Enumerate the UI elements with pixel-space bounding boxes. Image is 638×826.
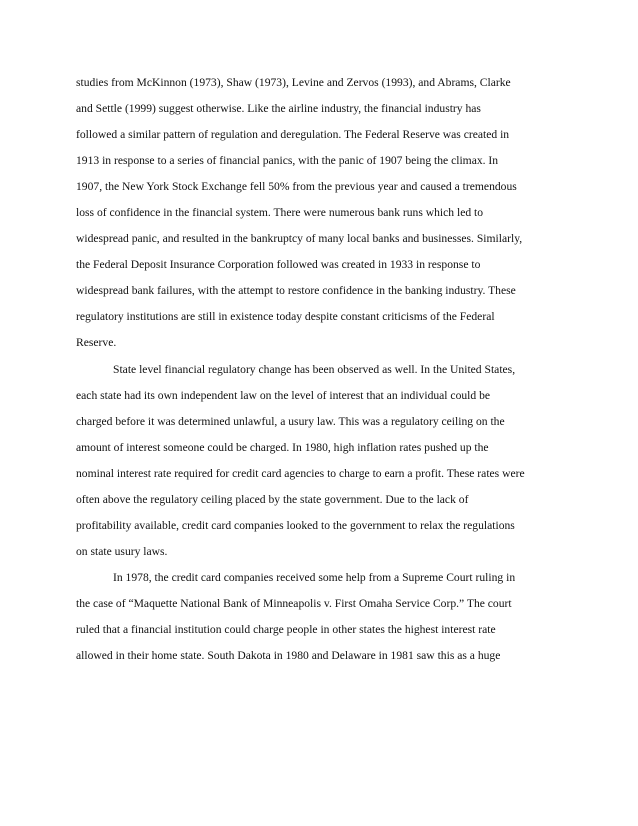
text-line: the case of “Maquette National Bank of Minneapolis v. First Omaha Service Corp.” The court bbox=[76, 596, 512, 610]
text-line: allowed in their home state. South Dakota in 1980 and Delaware in 1981 saw this as a huge bbox=[76, 649, 501, 663]
text-line: and Settle (1999) suggest otherwise. Like the airline industry, the financial industry has bbox=[76, 102, 481, 116]
text-line: widespread bank failures, with the attempt to restore confidence in the banking industry. These bbox=[76, 284, 516, 298]
text-line: the Federal Deposit Insurance Corporation followed was created in 1933 in response to bbox=[76, 258, 481, 272]
paragraph-first-line: State level financial regulatory change has been observed as well. In the United States, bbox=[113, 362, 516, 376]
paragraph-first-line: In 1978, the credit card companies received some help from a Supreme Court ruling in bbox=[113, 570, 516, 584]
text-line: nominal interest rate required for credit card agencies to charge to earn a profit. These rates were bbox=[76, 466, 525, 480]
text-line: widespread panic, and resulted in the bankruptcy of many local banks and businesses. Similarly, bbox=[76, 232, 523, 246]
text-line: 1907, the New York Stock Exchange fell 50% from the previous year and caused a tremendous bbox=[76, 180, 517, 194]
text-line: amount of interest someone could be charged. In 1980, high inflation rates pushed up the bbox=[76, 440, 489, 454]
body-text bbox=[76, 70, 562, 669]
text-line: charged before it was determined unlawful, a usury law. This was a regulatory ceiling on the bbox=[76, 414, 505, 428]
text-line: Reserve. bbox=[76, 336, 117, 350]
text-line: 1913 in response to a series of financial panics, with the panic of 1907 being the climax. In bbox=[76, 154, 499, 168]
text-line: each state had its own independent law on the level of interest that an individual could be bbox=[76, 388, 491, 402]
text-line: loss of confidence in the financial system. There were numerous bank runs which led to bbox=[76, 206, 484, 220]
text-line: profitability available, credit card companies looked to the government to relax the regulations bbox=[76, 518, 515, 532]
text-line: regulatory institutions are still in existence today despite constant criticisms of the Federal bbox=[76, 310, 495, 324]
text-line: often above the regulatory ceiling placed by the state government. Due to the lack of bbox=[76, 492, 469, 506]
text-line: ruled that a financial institution could charge people in other states the highest interest rate bbox=[76, 622, 496, 636]
text-line: studies from McKinnon (1973), Shaw (1973), Levine and Zervos (1993), and Abrams, Clarke bbox=[76, 76, 511, 89]
text-line: followed a similar pattern of regulation and deregulation. The Federal Reserve was created in bbox=[76, 128, 510, 142]
text-line: on state usury laws. bbox=[76, 544, 168, 558]
